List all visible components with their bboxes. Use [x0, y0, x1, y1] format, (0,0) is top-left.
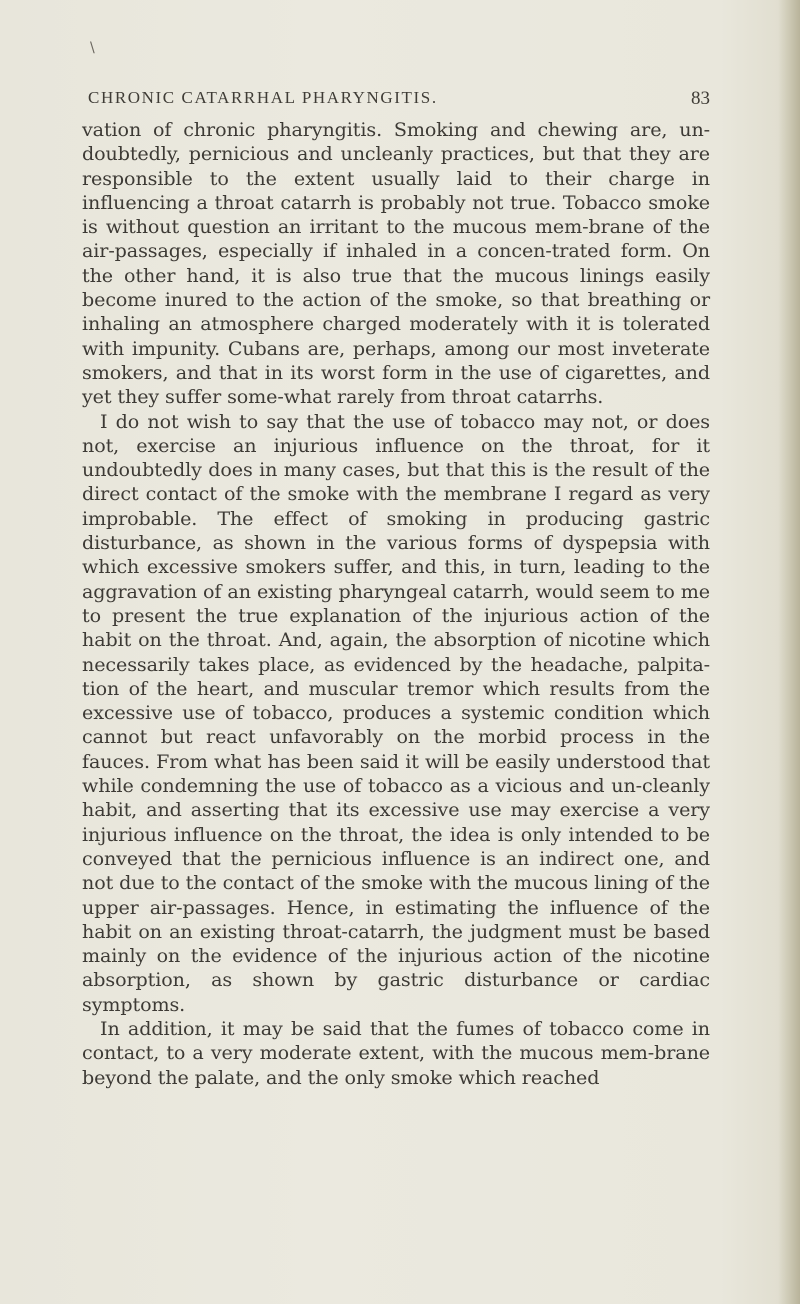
printer-mark: \	[90, 40, 95, 56]
running-head-title: CHRONIC CATARRHAL PHARYNGITIS.	[88, 88, 438, 107]
paragraph-continued: vation of chronic pharyngitis. Smoking and chewing are, un-doubtedly, pernicious and uncleanly practices, but that they are responsible to the extent usually laid to their charge in influencing a throat catarrh is probably not true. Tobacco smoke is without question an irritant to the mucous mem-brane of the air-passages, especially if inhaled in a concen-trated form. On the other hand, it is also true that the mucous linings easily become inured to the action of the smoke, so that breathing or inhaling an atmosphere charged moderately with it is tolerated with impunity. Cubans are, perhaps, among our most inveterate smokers, and that in its worst form in the use of cigarettes, and yet they suffer some-what rarely from throat catarrhs.	[82, 118, 710, 409]
running-head	[88, 88, 710, 110]
paragraph: I do not wish to say that the use of tobacco may not, or does not, exercise an injurious influence on the throat, for it undoubtedly does in many cases, but that this is the result of the direct contact of the smoke with the membrane I regard as very improbable. The effect of smoking in producing gastric disturbance, as shown in the various forms of dyspepsia with which excessive smokers suffer, and this, in turn, leading to the aggravation of an existing pharyngeal catarrh, would seem to me to present the true explanation of the injurious action of the habit on the throat. And, again, the absorption of nicotine which necessarily takes place, as evidenced by the headache, palpita-tion of the heart, and muscular tremor which results from the excessive use of tobacco, produces a systemic condition which cannot but react unfavorably on the morbid process in the fauces. From what has been said it will be easily understood that while condemning the use of tobacco as a vicious and un-cleanly habit, and asserting that its excessive use may exercise a very injurious influence on the throat, the idea is only intended to be conveyed that the pernicious influence is an indirect one, and not due to the contact of the smoke with the mucous lining of the upper air-passages. Hence, in estimating the influence of the habit on an existing throat-catarrh, the judgment must be based mainly on the evidence of the injurious action of the nicotine absorption, as shown by gastric disturbance or cardiac symptoms.	[82, 409, 710, 1016]
page-number: 83	[691, 88, 710, 109]
body-text	[82, 118, 710, 1090]
page-edge-shadow	[778, 0, 800, 1304]
paragraph: In addition, it may be said that the fumes of tobacco come in contact, to a very moderate extent, with the mucous mem-brane beyond the palate, and the only smoke which reached	[82, 1016, 710, 1089]
